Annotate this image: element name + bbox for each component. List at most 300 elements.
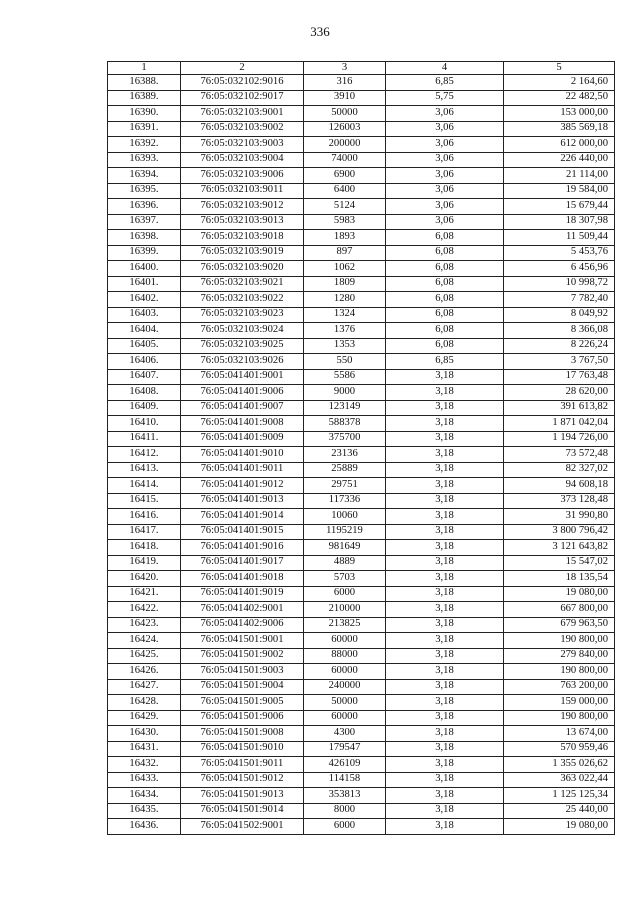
amount-cell: 8 366,08: [504, 323, 615, 339]
row-number-cell: 16431.: [108, 741, 181, 757]
table-row: [108, 819, 615, 835]
area-cell: 50000: [304, 695, 386, 711]
area-cell: 1376: [304, 323, 386, 339]
header-cell-2: 2: [181, 62, 304, 75]
table-row: [108, 679, 615, 695]
area-cell: 29751: [304, 478, 386, 494]
table-row: [108, 90, 615, 106]
table-row: [108, 788, 615, 804]
area-cell: 5124: [304, 199, 386, 215]
cadastral-number-cell: 76:05:041501:9001: [181, 633, 304, 649]
amount-cell: 612 000,00: [504, 137, 615, 153]
cadastral-number-cell: 76:05:041401:9008: [181, 416, 304, 432]
cadastral-number-cell: 76:05:041401:9014: [181, 509, 304, 525]
amount-cell: 19 080,00: [504, 819, 615, 835]
row-number-cell: 16430.: [108, 726, 181, 742]
rate-cell: 6,08: [386, 292, 504, 308]
table-row: [108, 602, 615, 618]
row-number-cell: 16425.: [108, 648, 181, 664]
cadastral-number-cell: 76:05:041501:9011: [181, 757, 304, 773]
rate-cell: 3,18: [386, 509, 504, 525]
table-row: [108, 354, 615, 370]
table-row: [108, 726, 615, 742]
rate-cell: 6,08: [386, 307, 504, 323]
table-row: [108, 633, 615, 649]
area-cell: 240000: [304, 679, 386, 695]
cadastral-number-cell: 76:05:032103:9012: [181, 199, 304, 215]
row-number-cell: 16433.: [108, 772, 181, 788]
area-cell: 114158: [304, 772, 386, 788]
area-cell: 6000: [304, 586, 386, 602]
row-number-cell: 16413.: [108, 462, 181, 478]
row-number-cell: 16429.: [108, 710, 181, 726]
row-number-cell: 16416.: [108, 509, 181, 525]
table-header: [108, 62, 615, 75]
cadastral-number-cell: 76:05:041401:9007: [181, 400, 304, 416]
table-row: [108, 261, 615, 277]
row-number-cell: 16421.: [108, 586, 181, 602]
cadastral-number-cell: 76:05:041401:9013: [181, 493, 304, 509]
cadastral-number-cell: 76:05:032102:9017: [181, 90, 304, 106]
area-cell: 5703: [304, 571, 386, 587]
area-cell: 60000: [304, 710, 386, 726]
cadastral-number-cell: 76:05:041501:9004: [181, 679, 304, 695]
row-number-cell: 16435.: [108, 803, 181, 819]
table-row: [108, 431, 615, 447]
table-row: [108, 416, 615, 432]
area-cell: 60000: [304, 633, 386, 649]
table-row: [108, 121, 615, 137]
rate-cell: 6,08: [386, 338, 504, 354]
area-cell: 123149: [304, 400, 386, 416]
cadastral-number-cell: 76:05:041401:9011: [181, 462, 304, 478]
area-cell: 550: [304, 354, 386, 370]
row-number-cell: 16399.: [108, 245, 181, 261]
rate-cell: 3,06: [386, 106, 504, 122]
amount-cell: 190 800,00: [504, 710, 615, 726]
table-row: [108, 369, 615, 385]
amount-cell: 159 000,00: [504, 695, 615, 711]
cadastral-number-cell: 76:05:041401:9010: [181, 447, 304, 463]
amount-cell: 373 128,48: [504, 493, 615, 509]
row-number-cell: 16398.: [108, 230, 181, 246]
table-row: [108, 757, 615, 773]
row-number-cell: 16401.: [108, 276, 181, 292]
area-cell: 50000: [304, 106, 386, 122]
table-row: [108, 307, 615, 323]
area-cell: 9000: [304, 385, 386, 401]
header-cell-1: 1: [108, 62, 181, 75]
row-number-cell: 16414.: [108, 478, 181, 494]
table-body: [108, 75, 615, 835]
area-cell: 210000: [304, 602, 386, 618]
rate-cell: 3,18: [386, 788, 504, 804]
row-number-cell: 16424.: [108, 633, 181, 649]
amount-cell: 190 800,00: [504, 633, 615, 649]
area-cell: 426109: [304, 757, 386, 773]
table-row: [108, 276, 615, 292]
cadastral-number-cell: 76:05:032103:9018: [181, 230, 304, 246]
area-cell: 6900: [304, 168, 386, 184]
row-number-cell: 16394.: [108, 168, 181, 184]
table-row: [108, 772, 615, 788]
row-number-cell: 16405.: [108, 338, 181, 354]
rate-cell: 3,18: [386, 602, 504, 618]
row-number-cell: 16412.: [108, 447, 181, 463]
table-row: [108, 509, 615, 525]
rate-cell: 3,18: [386, 633, 504, 649]
table-row: [108, 245, 615, 261]
amount-cell: 190 800,00: [504, 664, 615, 680]
rate-cell: 3,18: [386, 462, 504, 478]
table-row: [108, 230, 615, 246]
data-table: [107, 61, 615, 835]
amount-cell: 22 482,50: [504, 90, 615, 106]
table-row: [108, 710, 615, 726]
rate-cell: 6,08: [386, 230, 504, 246]
amount-cell: 18 307,98: [504, 214, 615, 230]
cadastral-number-cell: 76:05:041502:9001: [181, 819, 304, 835]
rate-cell: 3,06: [386, 168, 504, 184]
amount-cell: 10 998,72: [504, 276, 615, 292]
rate-cell: 3,18: [386, 385, 504, 401]
table-row: [108, 586, 615, 602]
area-cell: 23136: [304, 447, 386, 463]
area-cell: 200000: [304, 137, 386, 153]
row-number-cell: 16432.: [108, 757, 181, 773]
amount-cell: 18 135,54: [504, 571, 615, 587]
rate-cell: 3,18: [386, 586, 504, 602]
cadastral-number-cell: 76:05:032103:9020: [181, 261, 304, 277]
area-cell: 588378: [304, 416, 386, 432]
cadastral-number-cell: 76:05:041401:9006: [181, 385, 304, 401]
amount-cell: 19 584,00: [504, 183, 615, 199]
rate-cell: 3,18: [386, 803, 504, 819]
cadastral-number-cell: 76:05:032103:9019: [181, 245, 304, 261]
area-cell: 1062: [304, 261, 386, 277]
cadastral-number-cell: 76:05:032103:9023: [181, 307, 304, 323]
rate-cell: 3,06: [386, 183, 504, 199]
rate-cell: 3,18: [386, 726, 504, 742]
rate-cell: 6,08: [386, 276, 504, 292]
row-number-cell: 16434.: [108, 788, 181, 804]
header-cell-5: 5: [504, 62, 615, 75]
cadastral-number-cell: 76:05:041401:9019: [181, 586, 304, 602]
area-cell: 126003: [304, 121, 386, 137]
rate-cell: 6,08: [386, 245, 504, 261]
rate-cell: 3,18: [386, 447, 504, 463]
row-number-cell: 16393.: [108, 152, 181, 168]
area-cell: 897: [304, 245, 386, 261]
row-number-cell: 16418.: [108, 540, 181, 556]
rate-cell: 3,18: [386, 664, 504, 680]
amount-cell: 15 679,44: [504, 199, 615, 215]
amount-cell: 3 800 796,42: [504, 524, 615, 540]
cadastral-number-cell: 76:05:032103:9025: [181, 338, 304, 354]
cadastral-number-cell: 76:05:032103:9024: [181, 323, 304, 339]
cadastral-number-cell: 76:05:041501:9010: [181, 741, 304, 757]
row-number-cell: 16389.: [108, 90, 181, 106]
amount-cell: 153 000,00: [504, 106, 615, 122]
area-cell: 5586: [304, 369, 386, 385]
rate-cell: 3,06: [386, 121, 504, 137]
table-row: [108, 540, 615, 556]
amount-cell: 11 509,44: [504, 230, 615, 246]
rate-cell: 3,18: [386, 369, 504, 385]
amount-cell: 763 200,00: [504, 679, 615, 695]
amount-cell: 25 440,00: [504, 803, 615, 819]
area-cell: 1324: [304, 307, 386, 323]
amount-cell: 3 767,50: [504, 354, 615, 370]
cadastral-number-cell: 76:05:041401:9009: [181, 431, 304, 447]
cadastral-number-cell: 76:05:041402:9006: [181, 617, 304, 633]
cadastral-number-cell: 76:05:041402:9001: [181, 602, 304, 618]
row-number-cell: 16404.: [108, 323, 181, 339]
amount-cell: 17 763,48: [504, 369, 615, 385]
cadastral-number-cell: 76:05:041501:9003: [181, 664, 304, 680]
amount-cell: 28 620,00: [504, 385, 615, 401]
table-row: [108, 137, 615, 153]
amount-cell: 385 569,18: [504, 121, 615, 137]
rate-cell: 3,18: [386, 524, 504, 540]
table-row: [108, 323, 615, 339]
row-number-cell: 16419.: [108, 555, 181, 571]
row-number-cell: 16408.: [108, 385, 181, 401]
amount-cell: 82 327,02: [504, 462, 615, 478]
amount-cell: 15 547,02: [504, 555, 615, 571]
rate-cell: 6,08: [386, 261, 504, 277]
amount-cell: 667 800,00: [504, 602, 615, 618]
row-number-cell: 16415.: [108, 493, 181, 509]
rate-cell: 6,85: [386, 75, 504, 91]
rate-cell: 6,85: [386, 354, 504, 370]
amount-cell: 391 613,82: [504, 400, 615, 416]
row-number-cell: 16396.: [108, 199, 181, 215]
table-row: [108, 400, 615, 416]
amount-cell: 2 164,60: [504, 75, 615, 91]
amount-cell: 1 194 726,00: [504, 431, 615, 447]
area-cell: 1809: [304, 276, 386, 292]
amount-cell: 679 963,50: [504, 617, 615, 633]
cadastral-number-cell: 76:05:032103:9002: [181, 121, 304, 137]
row-number-cell: 16417.: [108, 524, 181, 540]
rate-cell: 3,18: [386, 617, 504, 633]
area-cell: 25889: [304, 462, 386, 478]
cadastral-number-cell: 76:05:041501:9005: [181, 695, 304, 711]
amount-cell: 570 959,46: [504, 741, 615, 757]
row-number-cell: 16407.: [108, 369, 181, 385]
area-cell: 981649: [304, 540, 386, 556]
rate-cell: 3,18: [386, 741, 504, 757]
cadastral-number-cell: 76:05:032103:9013: [181, 214, 304, 230]
table-row: [108, 152, 615, 168]
amount-cell: 1 355 026,62: [504, 757, 615, 773]
cadastral-number-cell: 76:05:041401:9016: [181, 540, 304, 556]
area-cell: 316: [304, 75, 386, 91]
row-number-cell: 16400.: [108, 261, 181, 277]
area-cell: 1195219: [304, 524, 386, 540]
cadastral-number-cell: 76:05:041501:9012: [181, 772, 304, 788]
rate-cell: 5,75: [386, 90, 504, 106]
row-number-cell: 16436.: [108, 819, 181, 835]
rate-cell: 3,06: [386, 199, 504, 215]
rate-cell: 3,18: [386, 710, 504, 726]
area-cell: 88000: [304, 648, 386, 664]
table-row: [108, 741, 615, 757]
area-cell: 1893: [304, 230, 386, 246]
area-cell: 8000: [304, 803, 386, 819]
amount-cell: 94 608,18: [504, 478, 615, 494]
amount-cell: 8 226,24: [504, 338, 615, 354]
cadastral-number-cell: 76:05:041401:9018: [181, 571, 304, 587]
amount-cell: 13 674,00: [504, 726, 615, 742]
area-cell: 375700: [304, 431, 386, 447]
row-number-cell: 16388.: [108, 75, 181, 91]
area-cell: 213825: [304, 617, 386, 633]
cadastral-number-cell: 76:05:041401:9012: [181, 478, 304, 494]
header-row: [108, 62, 615, 75]
cadastral-number-cell: 76:05:041401:9015: [181, 524, 304, 540]
amount-cell: 1 871 042,04: [504, 416, 615, 432]
cadastral-number-cell: 76:05:032103:9003: [181, 137, 304, 153]
rate-cell: 3,06: [386, 214, 504, 230]
area-cell: 74000: [304, 152, 386, 168]
rate-cell: 3,18: [386, 695, 504, 711]
area-cell: 353813: [304, 788, 386, 804]
table-row: [108, 664, 615, 680]
cadastral-number-cell: 76:05:041501:9013: [181, 788, 304, 804]
rate-cell: 3,18: [386, 400, 504, 416]
area-cell: 117336: [304, 493, 386, 509]
row-number-cell: 16410.: [108, 416, 181, 432]
header-cell-4: 4: [386, 62, 504, 75]
cadastral-number-cell: 76:05:041501:9002: [181, 648, 304, 664]
cadastral-number-cell: 76:05:041401:9017: [181, 555, 304, 571]
amount-cell: 3 121 643,82: [504, 540, 615, 556]
row-number-cell: 16423.: [108, 617, 181, 633]
amount-cell: 19 080,00: [504, 586, 615, 602]
table-row: [108, 199, 615, 215]
area-cell: 6400: [304, 183, 386, 199]
amount-cell: 21 114,00: [504, 168, 615, 184]
amount-cell: 31 990,80: [504, 509, 615, 525]
amount-cell: 1 125 125,34: [504, 788, 615, 804]
area-cell: 5983: [304, 214, 386, 230]
cadastral-number-cell: 76:05:032103:9006: [181, 168, 304, 184]
page-number: 336: [310, 24, 330, 39]
row-number-cell: 16391.: [108, 121, 181, 137]
rate-cell: 6,08: [386, 323, 504, 339]
table-row: [108, 695, 615, 711]
table-row: [108, 493, 615, 509]
row-number-cell: 16390.: [108, 106, 181, 122]
table-row: [108, 648, 615, 664]
area-cell: 60000: [304, 664, 386, 680]
amount-cell: 226 440,00: [504, 152, 615, 168]
table-row: [108, 106, 615, 122]
area-cell: 1280: [304, 292, 386, 308]
table-row: [108, 385, 615, 401]
table-row: [108, 803, 615, 819]
row-number-cell: 16395.: [108, 183, 181, 199]
row-number-cell: 16420.: [108, 571, 181, 587]
cadastral-number-cell: 76:05:041501:9008: [181, 726, 304, 742]
rate-cell: 3,18: [386, 555, 504, 571]
area-cell: 4889: [304, 555, 386, 571]
cadastral-number-cell: 76:05:032103:9011: [181, 183, 304, 199]
amount-cell: 5 453,76: [504, 245, 615, 261]
table-row: [108, 168, 615, 184]
row-number-cell: 16409.: [108, 400, 181, 416]
row-number-cell: 16392.: [108, 137, 181, 153]
cadastral-number-cell: 76:05:032103:9001: [181, 106, 304, 122]
area-cell: 179547: [304, 741, 386, 757]
cadastral-number-cell: 76:05:041501:9006: [181, 710, 304, 726]
table-row: [108, 462, 615, 478]
amount-cell: 7 782,40: [504, 292, 615, 308]
table-row: [108, 617, 615, 633]
rate-cell: 3,18: [386, 571, 504, 587]
rate-cell: 3,18: [386, 819, 504, 835]
area-cell: 10060: [304, 509, 386, 525]
table-row: [108, 183, 615, 199]
amount-cell: 279 840,00: [504, 648, 615, 664]
row-number-cell: 16426.: [108, 664, 181, 680]
rate-cell: 3,18: [386, 478, 504, 494]
table-row: [108, 214, 615, 230]
table-row: [108, 338, 615, 354]
table-row: [108, 478, 615, 494]
amount-cell: 6 456,96: [504, 261, 615, 277]
rate-cell: 3,18: [386, 493, 504, 509]
rate-cell: 3,18: [386, 757, 504, 773]
amount-cell: 8 049,92: [504, 307, 615, 323]
cadastral-number-cell: 76:05:032102:9016: [181, 75, 304, 91]
table-row: [108, 447, 615, 463]
amount-cell: 363 022,44: [504, 772, 615, 788]
table-row: [108, 555, 615, 571]
cadastral-number-cell: 76:05:032103:9021: [181, 276, 304, 292]
cadastral-number-cell: 76:05:041501:9014: [181, 803, 304, 819]
table-row: [108, 292, 615, 308]
amount-cell: 73 572,48: [504, 447, 615, 463]
row-number-cell: 16428.: [108, 695, 181, 711]
rate-cell: 3,18: [386, 648, 504, 664]
rate-cell: 3,18: [386, 431, 504, 447]
rate-cell: 3,18: [386, 679, 504, 695]
area-cell: 1353: [304, 338, 386, 354]
table-row: [108, 75, 615, 91]
cadastral-number-cell: 76:05:032103:9004: [181, 152, 304, 168]
row-number-cell: 16427.: [108, 679, 181, 695]
rate-cell: 3,06: [386, 152, 504, 168]
rate-cell: 3,18: [386, 540, 504, 556]
area-cell: 3910: [304, 90, 386, 106]
row-number-cell: 16402.: [108, 292, 181, 308]
table-row: [108, 571, 615, 587]
area-cell: 4300: [304, 726, 386, 742]
row-number-cell: 16397.: [108, 214, 181, 230]
table-row: [108, 524, 615, 540]
area-cell: 6000: [304, 819, 386, 835]
rate-cell: 3,18: [386, 416, 504, 432]
header-cell-3: 3: [304, 62, 386, 75]
cadastral-number-cell: 76:05:032103:9022: [181, 292, 304, 308]
cadastral-number-cell: 76:05:032103:9026: [181, 354, 304, 370]
cadastral-number-cell: 76:05:041401:9001: [181, 369, 304, 385]
rate-cell: 3,18: [386, 772, 504, 788]
rate-cell: 3,06: [386, 137, 504, 153]
